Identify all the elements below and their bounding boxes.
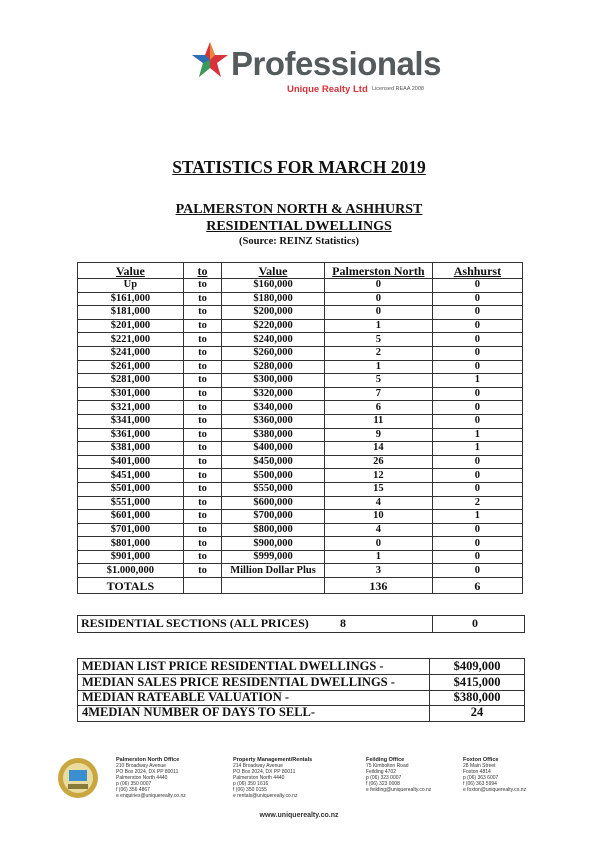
header-to: to: [183, 263, 221, 279]
table-row: [78, 360, 523, 374]
to-cell: to: [183, 346, 221, 360]
value-from-cell: $551,000: [78, 496, 184, 510]
value-from-cell: $241,000: [78, 346, 184, 360]
ashhurst-cell: 1: [432, 442, 522, 456]
table-row: [78, 564, 523, 578]
value-to-cell: $200,000: [222, 306, 325, 320]
table-row: [78, 387, 523, 401]
to-cell: to: [183, 550, 221, 564]
source-note: (Source: REINZ Statistics): [239, 236, 359, 247]
website-link[interactable]: www.uniquerealty.co.nz: [259, 812, 339, 819]
palmerston-north-cell: 1: [324, 360, 432, 374]
table-row: [78, 292, 523, 306]
palmerston-north-cell: 3: [324, 564, 432, 578]
palmerston-north-cell: 7: [324, 387, 432, 401]
table-row: [78, 469, 523, 483]
to-cell: to: [183, 564, 221, 578]
palmerston-north-cell: 0: [324, 537, 432, 551]
office-phone: p (06) 363 6007: [463, 775, 499, 781]
office-fax: f (06) 356 4867: [116, 787, 150, 793]
value-from-cell: $181,000: [78, 306, 184, 320]
table-row: [78, 374, 523, 388]
to-cell: to: [183, 292, 221, 306]
gold-award-badge-icon: [57, 757, 99, 799]
value-from-cell: $321,000: [78, 401, 184, 415]
office-feilding: [366, 757, 431, 793]
value-from-cell: $201,000: [78, 319, 184, 333]
ashhurst-cell: 1: [432, 374, 522, 388]
ashhurst-cell: 0: [432, 537, 522, 551]
table-row: [78, 455, 523, 469]
value-to-cell: Million Dollar Plus: [222, 564, 325, 578]
office-palmerston-north: [116, 757, 186, 799]
palmerston-north-cell: 0: [324, 279, 432, 293]
palmerston-north-cell: 1: [324, 550, 432, 564]
sections-label: RESIDENTIAL SECTIONS (ALL PRICES): [81, 616, 309, 630]
ashhurst-cell: 0: [432, 360, 522, 374]
palmerston-north-cell: 2: [324, 346, 432, 360]
table-row: [78, 442, 523, 456]
office-email: e rentals@uniquerealty.co.nz: [233, 793, 298, 799]
ashhurst-cell: 0: [432, 550, 522, 564]
to-cell: to: [183, 482, 221, 496]
sections-ashhurst-value: 0: [472, 616, 478, 630]
office-line: PO Box 2024, DX PP 80011: [233, 769, 296, 775]
totals-ashhurst: 6: [432, 578, 522, 594]
office-email: e enquiries@uniquerealty.co.nz: [116, 793, 186, 799]
office-line: Palmerston North 4440: [233, 775, 285, 781]
table-row: [78, 333, 523, 347]
to-cell: to: [183, 523, 221, 537]
median-rateable-valuation-label: MEDIAN RATEABLE VALUATION -: [82, 690, 290, 704]
value-to-cell: $800,000: [222, 523, 325, 537]
price-bracket-table: [77, 262, 523, 594]
value-from-cell: $221,000: [78, 333, 184, 347]
table-row: [78, 510, 523, 524]
to-cell: to: [183, 496, 221, 510]
palmerston-north-cell: 9: [324, 428, 432, 442]
value-from-cell: $301,000: [78, 387, 184, 401]
value-to-cell: $340,000: [222, 401, 325, 415]
to-cell: to: [183, 414, 221, 428]
palmerston-north-cell: 6: [324, 401, 432, 415]
value-to-cell: $260,000: [222, 346, 325, 360]
to-cell: to: [183, 455, 221, 469]
table-row: [78, 550, 523, 564]
to-cell: to: [183, 401, 221, 415]
ashhurst-cell: 0: [432, 414, 522, 428]
header-ashhurst: Ashhurst: [432, 263, 522, 279]
office-fax: f (06) 350 0155: [233, 787, 267, 793]
office-name: Feilding Office: [366, 757, 405, 763]
median-rateable-valuation-value: $380,000: [453, 690, 501, 704]
value-from-cell: $901,000: [78, 550, 184, 564]
ashhurst-cell: 0: [432, 469, 522, 483]
value-from-cell: $451,000: [78, 469, 184, 483]
office-phone: p (06) 350 1616: [233, 781, 269, 787]
median-days-to-sell-label: 4MEDIAN NUMBER OF DAYS TO SELL-: [82, 705, 316, 719]
office-line: 75 Kimbolton Road: [366, 763, 409, 769]
palmerston-north-cell: 12: [324, 469, 432, 483]
value-from-cell: $801,000: [78, 537, 184, 551]
to-cell: to: [183, 360, 221, 374]
office-line: Foxton 4814: [463, 769, 491, 775]
office-email: e feilding@uniquerealty.co.nz: [366, 787, 432, 793]
ashhurst-cell: 2: [432, 496, 522, 510]
ashhurst-cell: 0: [432, 523, 522, 537]
palmerston-north-cell: 11: [324, 414, 432, 428]
office-email: e foxton@uniquerealty.co.nz: [463, 787, 527, 793]
page-title: STATISTICS FOR MARCH 2019: [172, 157, 426, 177]
professionals-star-logo-icon: [190, 40, 230, 80]
palmerston-north-cell: 5: [324, 374, 432, 388]
ashhurst-cell: 1: [432, 510, 522, 524]
to-cell: to: [183, 510, 221, 524]
value-from-cell: $701,000: [78, 523, 184, 537]
office-phone: p (06) 323 0007: [366, 775, 402, 781]
totals-row: [78, 578, 523, 594]
value-to-cell: $320,000: [222, 387, 325, 401]
ashhurst-cell: 0: [432, 292, 522, 306]
section-title-line1: PALMERSTON NORTH & ASHHURST: [175, 202, 423, 217]
to-cell: to: [183, 428, 221, 442]
palmerston-north-cell: 1: [324, 319, 432, 333]
palmerston-north-cell: 26: [324, 455, 432, 469]
table-row: [78, 482, 523, 496]
brand-name: Professionals: [231, 45, 441, 82]
value-from-cell: $341,000: [78, 414, 184, 428]
value-to-cell: $600,000: [222, 496, 325, 510]
palmerston-north-cell: 5: [324, 333, 432, 347]
value-to-cell: $240,000: [222, 333, 325, 347]
value-to-cell: $220,000: [222, 319, 325, 333]
header-value-from: Value: [78, 263, 184, 279]
office-fax: f (06) 323 0008: [366, 781, 400, 787]
value-to-cell: $160,000: [222, 279, 325, 293]
to-cell: to: [183, 374, 221, 388]
table-row: [78, 537, 523, 551]
value-from-cell: $281,000: [78, 374, 184, 388]
brand-license: Licensed REAA 2008: [372, 86, 424, 92]
palmerston-north-cell: 4: [324, 496, 432, 510]
palmerston-north-cell: 15: [324, 482, 432, 496]
ashhurst-cell: 1: [432, 428, 522, 442]
palmerston-north-cell: 0: [324, 292, 432, 306]
ashhurst-cell: 0: [432, 279, 522, 293]
totals-palmerston-north: 136: [324, 578, 432, 594]
value-to-cell: $999,000: [222, 550, 325, 564]
brand-subtitle: Unique Realty Ltd: [287, 84, 368, 95]
to-cell: to: [183, 469, 221, 483]
palmerston-north-cell: 0: [324, 306, 432, 320]
totals-empty: [183, 578, 221, 594]
header-value-to: Value: [222, 263, 325, 279]
table-row: [78, 401, 523, 415]
ashhurst-cell: 0: [432, 564, 522, 578]
value-to-cell: $180,000: [222, 292, 325, 306]
value-to-cell: $400,000: [222, 442, 325, 456]
value-from-cell: $1.000,000: [78, 564, 184, 578]
value-to-cell: $450,000: [222, 455, 325, 469]
value-from-cell: $381,000: [78, 442, 184, 456]
to-cell: to: [183, 333, 221, 347]
median-sales-price-value: $415,000: [453, 675, 501, 689]
value-to-cell: $500,000: [222, 469, 325, 483]
value-from-cell: $501,000: [78, 482, 184, 496]
value-from-cell: $361,000: [78, 428, 184, 442]
table-row: [78, 306, 523, 320]
office-property-management: [233, 757, 312, 799]
palmerston-north-cell: 4: [324, 523, 432, 537]
office-foxton: [463, 757, 526, 793]
ashhurst-cell: 0: [432, 346, 522, 360]
ashhurst-cell: 0: [432, 306, 522, 320]
office-line: PO Box 2024, DX PP 80011: [116, 769, 179, 775]
table-body: [78, 279, 523, 594]
value-to-cell: $360,000: [222, 414, 325, 428]
header-palmerston-north: Palmerston North: [324, 263, 432, 279]
table-row: [78, 346, 523, 360]
section-title-line2: RESIDENTIAL DWELLINGS: [206, 219, 392, 234]
ashhurst-cell: 0: [432, 319, 522, 333]
office-fax: f (06) 363 5994: [463, 781, 497, 787]
totals-label: TOTALS: [78, 578, 184, 594]
ashhurst-cell: 0: [432, 401, 522, 415]
to-cell: to: [183, 442, 221, 456]
sections-divider: [432, 615, 433, 632]
palmerston-north-cell: 14: [324, 442, 432, 456]
median-sales-price-label: MEDIAN SALES PRICE RESIDENTIAL DWELLINGS -: [82, 675, 395, 689]
office-line: 210 Broadway Avenue: [116, 763, 166, 769]
totals-empty: [222, 578, 325, 594]
median-days-to-sell-value: 24: [470, 705, 484, 719]
to-cell: to: [183, 306, 221, 320]
table-row: [78, 428, 523, 442]
table-header-row: [78, 263, 523, 279]
office-phone: p (06) 350 0007: [116, 781, 152, 787]
office-line: 214 Broadway Avenue: [233, 763, 283, 769]
office-name: Foxton Office: [463, 757, 499, 763]
value-from-cell: $401,000: [78, 455, 184, 469]
office-name: Property Management/Rentals: [233, 757, 313, 763]
value-from-cell: $161,000: [78, 292, 184, 306]
value-from-cell: $601,000: [78, 510, 184, 524]
table-row: [78, 319, 523, 333]
median-summary-box: [77, 658, 525, 722]
table-row: [78, 496, 523, 510]
ashhurst-cell: 0: [432, 333, 522, 347]
to-cell: to: [183, 319, 221, 333]
value-to-cell: $380,000: [222, 428, 325, 442]
value-to-cell: $700,000: [222, 510, 325, 524]
value-to-cell: $900,000: [222, 537, 325, 551]
office-line: Feilding 4702: [366, 769, 397, 775]
office-line: Palmerston North 4440: [116, 775, 168, 781]
office-name: Palmerston North Office: [116, 757, 180, 763]
palmerston-north-cell: 10: [324, 510, 432, 524]
sections-palmerston-north-value: 8: [340, 616, 346, 630]
table-row: [78, 414, 523, 428]
value-to-cell: $550,000: [222, 482, 325, 496]
office-line: 28 Main Street: [463, 763, 496, 769]
to-cell: to: [183, 279, 221, 293]
value-from-cell: Up: [78, 279, 184, 293]
ashhurst-cell: 0: [432, 482, 522, 496]
value-from-cell: $261,000: [78, 360, 184, 374]
ashhurst-cell: 0: [432, 387, 522, 401]
ashhurst-cell: 0: [432, 455, 522, 469]
median-list-price-value: $409,000: [453, 659, 501, 673]
median-list-price-label: MEDIAN LIST PRICE RESIDENTIAL DWELLINGS -: [82, 659, 384, 673]
to-cell: to: [183, 387, 221, 401]
table-row: [78, 279, 523, 293]
value-to-cell: $280,000: [222, 360, 325, 374]
value-to-cell: $300,000: [222, 374, 325, 388]
to-cell: to: [183, 537, 221, 551]
table-row: [78, 523, 523, 537]
